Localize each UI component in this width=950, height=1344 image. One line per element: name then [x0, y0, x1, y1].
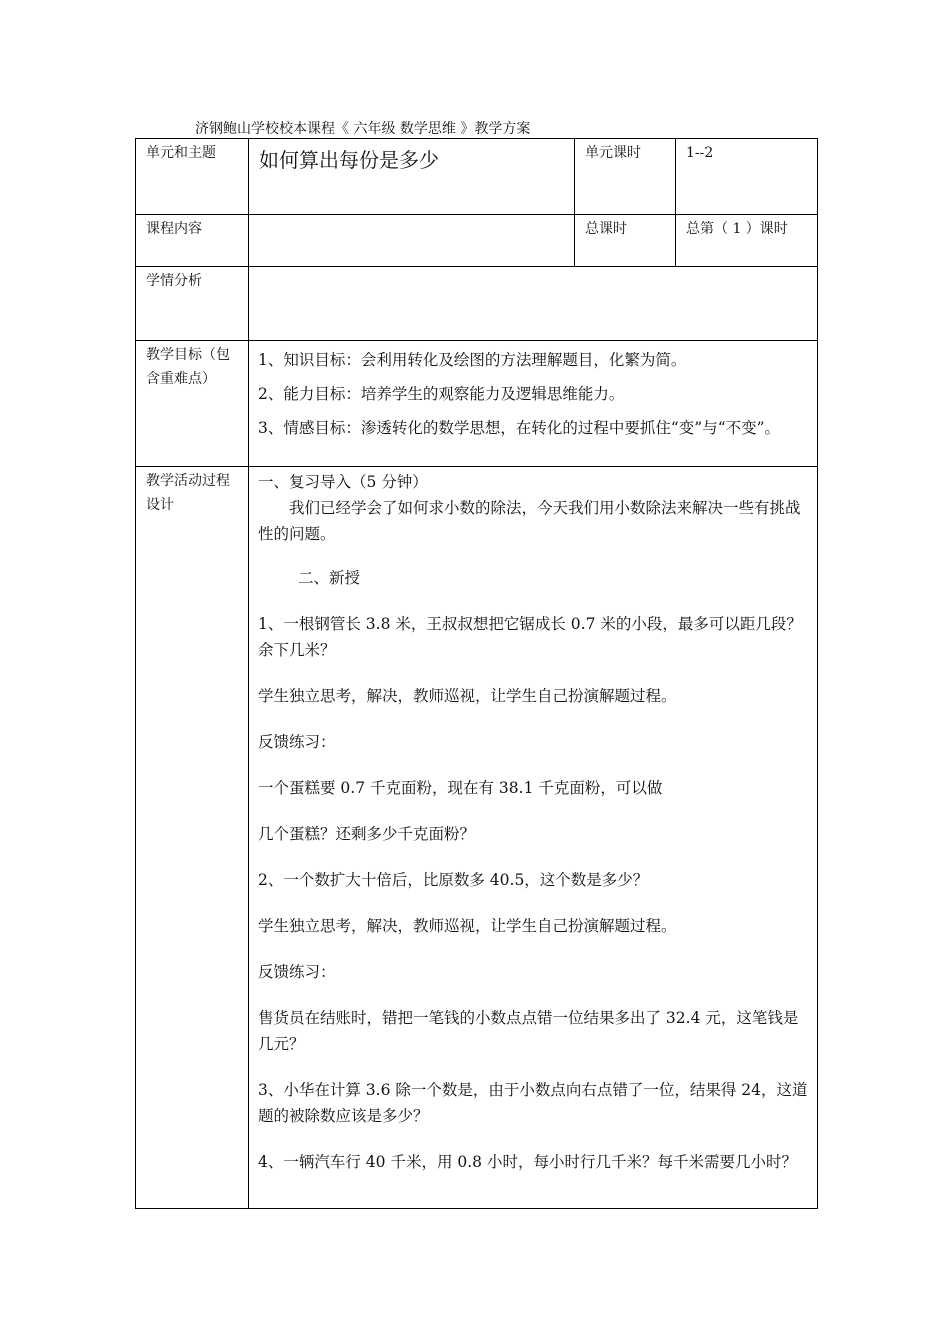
- unit-topic-value: 如何算出每份是多少: [249, 139, 575, 215]
- feedback-1-line-2: 几个蛋糕？还剩多少千克面粉？: [258, 825, 476, 843]
- teaching-process-content: [249, 467, 818, 1209]
- section-new-heading: 二、新授: [298, 569, 361, 587]
- feedback-label-2: 反馈练习：: [258, 963, 336, 981]
- unit-hours-label: 单元课时: [575, 139, 676, 215]
- feedback-1-line-1: 一个蛋糕要 0.7 千克面粉，现在有 38.1 千克面粉，可以做: [258, 779, 663, 797]
- goal-knowledge: 1、知识目标：会利用转化及绘图的方法理解题目，化繁为简。: [258, 351, 687, 369]
- total-hours-label: 总课时: [575, 215, 676, 267]
- problem-1: 1、一根钢管长 3.8 米，王叔叔想把它锯成长 0.7 米的小段，最多可以距几段？余下几米？: [258, 615, 802, 659]
- problem-2: 2、一个数扩大十倍后，比原数多 40.5，这个数是多少？: [258, 871, 649, 889]
- problem-2-activity: 学生独立思考，解决，教师巡视，让学生自己扮演解题过程。: [258, 917, 677, 935]
- goal-emotion: 3、情感目标：渗透转化的数学思想，在转化的过程中要抓住“变”与“不变”。: [258, 419, 781, 437]
- student-analysis-label: 学情分析: [136, 267, 249, 341]
- goal-ability: 2、能力目标：培养学生的观察能力及逻辑思维能力。: [258, 385, 625, 403]
- course-content-label: 课程内容: [136, 215, 249, 267]
- total-hours-value: 总第（ 1 ）课时: [676, 215, 818, 267]
- row-unit-topic: [136, 139, 818, 215]
- row-teaching-process: [136, 467, 818, 1209]
- row-teaching-goals: [136, 341, 818, 467]
- teaching-goals-label: 教学目标（包含重难点）: [136, 341, 249, 467]
- course-content-value: [249, 215, 575, 267]
- section-review-heading: 一、复习导入（5 分钟）: [258, 473, 428, 491]
- review-intro-text: 我们已经学会了如何求小数的除法，今天我们用小数除法来解决一些有挑战性的问题。: [258, 499, 801, 543]
- feedback-label-1: 反馈练习：: [258, 733, 336, 751]
- teaching-goals-content: [249, 341, 818, 467]
- student-analysis-value: [249, 267, 818, 341]
- unit-hours-value: 1--2: [676, 139, 818, 215]
- problem-3: 3、小华在计算 3.6 除一个数是，由于小数点向右点错了一位，结果得 24，这道题的被除数应该是多少？: [258, 1081, 808, 1125]
- problem-4: 4、一辆汽车行 40 千米，用 0.8 小时，每小时行几千米？每千米需要几小时？: [258, 1153, 797, 1171]
- feedback-2-text: 售货员在结账时，错把一笔钱的小数点点错一位结果多出了 32.4 元，这笔钱是几元？: [258, 1009, 799, 1053]
- teaching-process-label: 教学活动过程设计: [136, 467, 249, 1209]
- unit-topic-label: 单元和主题: [136, 139, 249, 215]
- row-student-analysis: [136, 267, 818, 341]
- document-title: 济钢鲍山学校校本课程《 六年级 数学思维 》教学方案: [195, 121, 531, 137]
- problem-1-activity: 学生独立思考，解决，教师巡视，让学生自己扮演解题过程。: [258, 687, 677, 705]
- row-course-content: [136, 215, 818, 267]
- lesson-plan-table: [135, 138, 818, 1209]
